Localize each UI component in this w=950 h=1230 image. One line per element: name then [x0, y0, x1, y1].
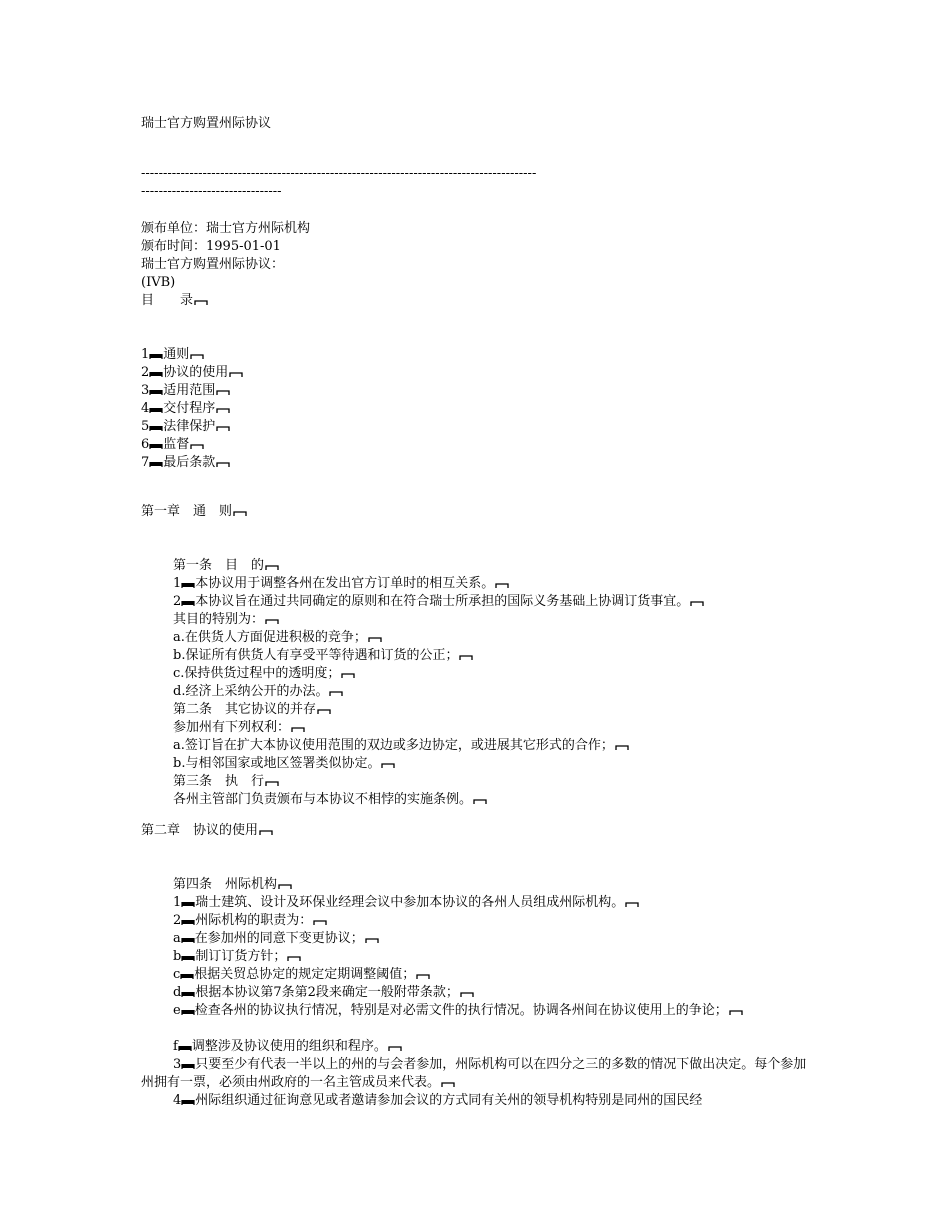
list-item-text: 检查各州的协议执行情况，特别是对必需文件的执行情况。协调各州间在协议使用上的争论；: [194, 1003, 728, 1018]
space-mark-icon: [181, 595, 195, 607]
issue-date: 颁布时间：1995-01-01: [141, 239, 281, 254]
toc-label: 法律保护: [163, 419, 216, 434]
toc-item[interactable]: [141, 436, 204, 454]
chapter-heading: [141, 503, 247, 521]
list-item-num: b: [173, 949, 182, 964]
toc-item[interactable]: [141, 382, 230, 400]
return-mark-icon: [690, 595, 704, 607]
paragraph-text: 本协议用于调整各州在发出官方订单时的相互关系。: [195, 576, 495, 591]
space-mark-icon: [181, 1058, 195, 1070]
list-item: [141, 1002, 809, 1020]
article-heading: [173, 557, 279, 575]
list-item-num: a: [173, 931, 181, 946]
paragraph: [173, 611, 279, 629]
paragraph-text: 参加州有下列权利：: [173, 720, 291, 735]
return-mark-icon: [190, 438, 204, 450]
list-item-num: e: [173, 1003, 181, 1018]
issuer: 颁布单位：瑞士官方州际机构: [141, 221, 311, 236]
return-mark-icon: [329, 685, 343, 697]
paragraph: [173, 791, 487, 809]
toc-heading: [141, 292, 208, 310]
list-item-num: f: [173, 1039, 178, 1054]
toc-num: 7: [141, 455, 150, 470]
return-mark-icon: [216, 456, 230, 468]
toc-item[interactable]: [141, 364, 243, 382]
toc-item[interactable]: [141, 454, 230, 472]
paragraph-text: 只要至少有代表一半以上的州的与会者参加，州际机构可以在四分之三的多数的情况下做出决定。每个参加州拥有一票，必须由州政府的一名主管成员来代表。: [141, 1057, 807, 1090]
space-mark-icon: [149, 420, 163, 432]
agreement-name: 瑞士官方购置州际协议：: [141, 257, 285, 272]
list-item-num: c: [173, 967, 181, 982]
return-mark-icon: [473, 793, 487, 805]
return-mark-icon: [216, 384, 230, 396]
toc-label: 交付程序: [163, 401, 216, 416]
toc-item[interactable]: [141, 346, 204, 364]
return-mark-icon: [229, 366, 243, 378]
list-item: [173, 1038, 402, 1056]
list-item-text: b.与相邻国家或地区签署类似协定。: [173, 756, 381, 771]
space-mark-icon: [181, 932, 195, 944]
toc-num: 2: [141, 365, 150, 380]
return-mark-icon: [194, 294, 208, 306]
toc-num: 6: [141, 437, 150, 452]
doc-title: 瑞士官方购置州际协议: [141, 116, 272, 131]
return-mark-icon: [459, 649, 473, 661]
return-mark-icon: [278, 878, 292, 890]
space-mark-icon: [180, 968, 194, 980]
article-heading: [173, 701, 331, 719]
space-mark-icon: [178, 1040, 192, 1052]
return-mark-icon: [495, 577, 509, 589]
return-mark-icon: [216, 402, 230, 414]
paragraph: [141, 1092, 809, 1110]
return-mark-icon: [625, 896, 639, 908]
space-mark-icon: [181, 950, 195, 962]
list-item-text: 调整涉及协议使用的组织和程序。: [191, 1039, 387, 1054]
article-title: 第一条 目 的: [173, 558, 265, 573]
toc-label: 适用范围: [163, 383, 216, 398]
toc-heading-text: 目 录: [141, 293, 194, 308]
list-item-text: 制订订货方针；: [195, 949, 287, 964]
chapter-heading: [141, 822, 273, 840]
separator-line: --------------------------------: [141, 184, 282, 199]
list-item: [173, 984, 474, 1002]
paragraph-num: 1: [173, 895, 182, 910]
list-item-text: a.签订旨在扩大本协议使用范围的双边或多边协定，或进展其它形式的合作；: [173, 738, 614, 753]
space-mark-icon: [181, 914, 195, 926]
list-item: [173, 737, 629, 755]
return-mark-icon: [460, 986, 474, 998]
space-mark-icon: [149, 384, 163, 396]
list-item: [173, 930, 379, 948]
agreement-code: (IVB): [141, 275, 176, 290]
return-mark-icon: [317, 703, 331, 715]
return-mark-icon: [368, 631, 382, 643]
paragraph-text: 州际组织通过征询意见或者邀请参加会议的方式同有关州的领导机构特别是同州的国民经: [195, 1093, 703, 1108]
paragraph-num: 1: [173, 576, 182, 591]
space-mark-icon: [181, 896, 195, 908]
article-heading: [173, 773, 279, 791]
return-mark-icon: [441, 1076, 455, 1088]
return-mark-icon: [287, 950, 301, 962]
paragraph-text: 各州主管部门负责颁布与本协议不相悖的实施条例。: [173, 792, 473, 807]
chapter-title: 第一章 通 则: [141, 504, 233, 519]
paragraph: [173, 912, 327, 930]
return-mark-icon: [341, 667, 355, 679]
paragraph-num: 4: [173, 1093, 182, 1108]
list-item-text: 在参加州的同意下变更协议；: [194, 931, 364, 946]
return-mark-icon: [291, 721, 305, 733]
paragraph-num: 2: [173, 913, 182, 928]
paragraph: [173, 575, 509, 593]
space-mark-icon: [181, 986, 195, 998]
list-item-num: d: [173, 985, 182, 1000]
list-item: [173, 948, 301, 966]
list-item: [173, 629, 382, 647]
return-mark-icon: [190, 348, 204, 360]
space-mark-icon: [149, 348, 163, 360]
toc-label: 监督: [163, 437, 190, 452]
list-item: [173, 755, 395, 773]
space-mark-icon: [149, 456, 163, 468]
paragraph-text: 其目的特别为：: [173, 612, 265, 627]
list-item-text: 根据本协议第7条第2段来确定一般附带条款；: [195, 985, 459, 1000]
toc-item[interactable]: [141, 400, 230, 418]
list-item-text: a.在供货人方面促进积极的竞争；: [173, 630, 367, 645]
list-item-text: d.经济上采纳公开的办法。: [173, 684, 329, 699]
space-mark-icon: [181, 577, 195, 589]
toc-item[interactable]: [141, 418, 230, 436]
paragraph: [173, 894, 639, 912]
return-mark-icon: [259, 824, 273, 836]
toc-label: 协议的使用: [163, 365, 229, 380]
list-item: [173, 683, 343, 701]
list-item: [173, 665, 355, 683]
return-mark-icon: [615, 739, 629, 751]
toc-num: 1: [141, 347, 150, 362]
return-mark-icon: [265, 775, 279, 787]
space-mark-icon: [181, 1094, 195, 1106]
return-mark-icon: [216, 420, 230, 432]
return-mark-icon: [313, 914, 327, 926]
list-item-text: b.保证所有供货人有享受平等待遇和订货的公正；: [173, 648, 459, 663]
article-title: 第三条 执 行: [173, 774, 265, 789]
list-item: [173, 966, 430, 984]
return-mark-icon: [729, 1004, 743, 1016]
space-mark-icon: [149, 366, 163, 378]
paragraph-text: 州际机构的职责为：: [195, 913, 313, 928]
paragraph: [173, 719, 305, 737]
paragraph-text: 瑞士建筑、设计及环保业经理会议中参加本协议的各州人员组成州际机构。: [195, 895, 625, 910]
return-mark-icon: [381, 757, 395, 769]
article-title: 第二条 其它协议的并存: [173, 702, 317, 717]
paragraph-num: 3: [173, 1057, 182, 1072]
list-item-text: c.保持供货过程中的透明度；: [173, 666, 341, 681]
paragraph: [141, 1056, 809, 1092]
return-mark-icon: [233, 505, 247, 517]
toc-label: 最后条款: [163, 455, 216, 470]
paragraph-num: 2: [173, 594, 182, 609]
return-mark-icon: [388, 1040, 402, 1052]
return-mark-icon: [265, 613, 279, 625]
separator-line: ------------------------------------------------------------------------------------------: [141, 166, 537, 181]
toc-label: 通则: [163, 347, 190, 362]
toc-num: 4: [141, 401, 150, 416]
list-item: [173, 647, 473, 665]
space-mark-icon: [181, 1004, 195, 1016]
space-mark-icon: [149, 402, 163, 414]
toc-num: 5: [141, 419, 150, 434]
article-title: 第四条 州际机构: [173, 877, 278, 892]
return-mark-icon: [265, 559, 279, 571]
paragraph: [173, 593, 704, 611]
space-mark-icon: [149, 438, 163, 450]
return-mark-icon: [365, 932, 379, 944]
paragraph-text: 本协议旨在通过共同确定的原则和在符合瑞士所承担的国际义务基础上协调订货事宜。: [195, 594, 690, 609]
return-mark-icon: [416, 968, 430, 980]
list-item-text: 根据关贸总协定的规定定期调整阈值；: [194, 967, 416, 982]
article-heading: [173, 876, 292, 894]
chapter-title: 第二章 协议的使用: [141, 823, 259, 838]
toc-num: 3: [141, 383, 150, 398]
